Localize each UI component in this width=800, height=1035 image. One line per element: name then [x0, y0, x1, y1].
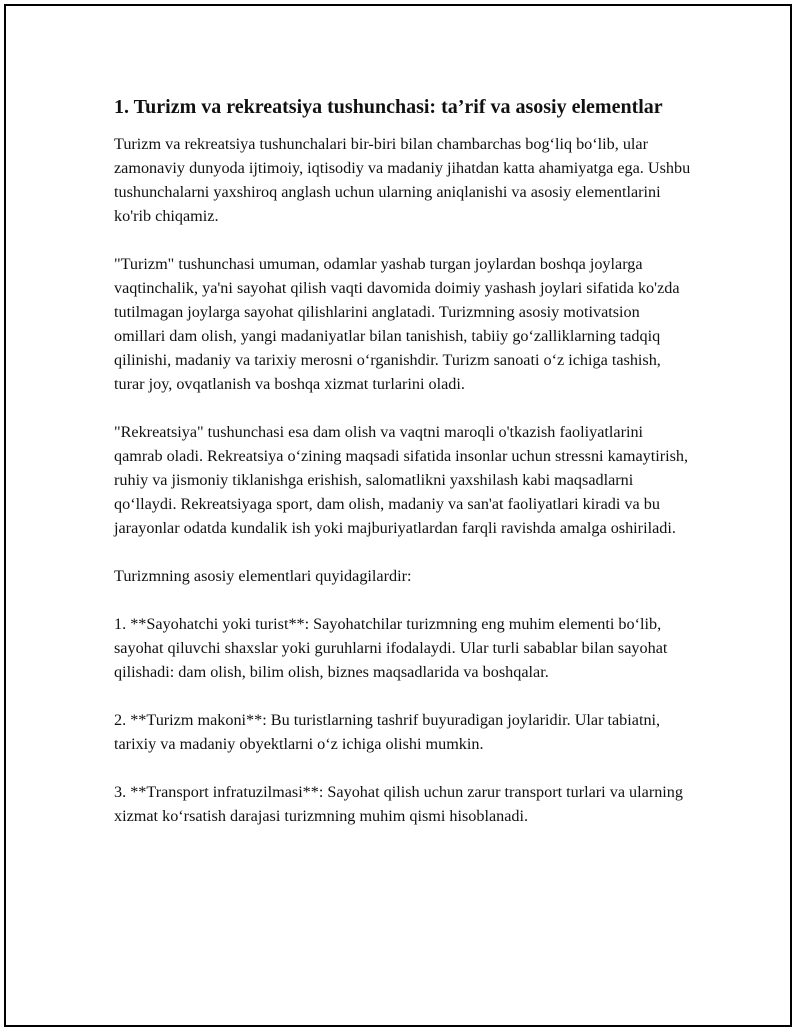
paragraph-elements-intro: Turizmning asosiy elementlari quyidagilardir: [114, 567, 412, 585]
list-item-destination: 2. **Turizm makoni**: Bu turistlarning tashrif buyuradigan joylaridir. Ular tabiatni, tarixiy va madaniy obyektlarni o‘z ichiga olishi mumkin. [114, 711, 661, 753]
paragraph-intro: Turizm va rekreatsiya tushunchalari bir-biri bilan chambarchas bog‘liq bo‘lib, ular zamonaviy dunyoda ijtimoiy, iqtisodiy va madaniy jihatdan katta ahamiyatga ega. Ushbu tushunchalarni yaxshiroq anglash uchun ularning aniqlanishi va asosiy elementlarini ko'rib chiqamiz. [114, 135, 691, 225]
document-title: 1. Turizm va rekreatsiya tushunchasi: ta’rif va asosiy elementlar [114, 96, 663, 118]
paragraph-recreation-definition: "Rekreatsiya" tushunchasi esa dam olish va vaqtni maroqli o'tkazish faoliyatlarini qamrab oladi. Rekreatsiya o‘zining maqsadi sifatida insonlar uchun stressni kamaytirish, ruhiy va jismoniy tiklanishga erishish, salomatlikni yaxshilash kabi maqsadlarni qo‘llaydi. Rekreatsiyaga sport, dam olish, madaniy va san'at faoliyatlari kiradi va bu jarayonlar odatda kundalik ish yoki majburiyatlardan farqli ravishda amalga oshiriladi. [114, 423, 689, 537]
list-item-traveler: 1. **Sayohatchi yoki turist**: Sayohatchilar turizmning eng muhim elementi bo‘lib, sayohat qiluvchi shaxslar yoki guruhlarni ifodalaydi. Ular turli sabablar bilan sayohat qilishadi: dam olish, bilim olish, biznes maqsadlarida va boshqalar. [114, 615, 668, 681]
paragraph-tourism-definition: "Turizm" tushunchasi umuman, odamlar yashab turgan joylardan boshqa joylarga vaqtinchalik, ya'ni sayohat qilish vaqti davomida doimiy yashash joylari sifatida ko'zda tutilmagan joylarga sayohat qilishlarini anglatadi. Turizmning asosiy motivatsion omillari dam olish, yangi madaniyatlar bilan tanishish, tabiiy go‘zalliklarning tadqiq qilinishi, madaniy va tarixiy merosni o‘rganishdir. Turizm sanoati o‘z ichiga tashish, turar joy, ovqatlanish va boshqa xizmat turlarini oladi. [114, 255, 680, 393]
list-item-transport: 3. **Transport infratuzilmasi**: Sayohat qilish uchun zarur transport turlari va ularning xizmat ko‘rsatish darajasi turizmning muhim qismi hisoblanadi. [114, 783, 683, 825]
document-body [114, 94, 694, 828]
